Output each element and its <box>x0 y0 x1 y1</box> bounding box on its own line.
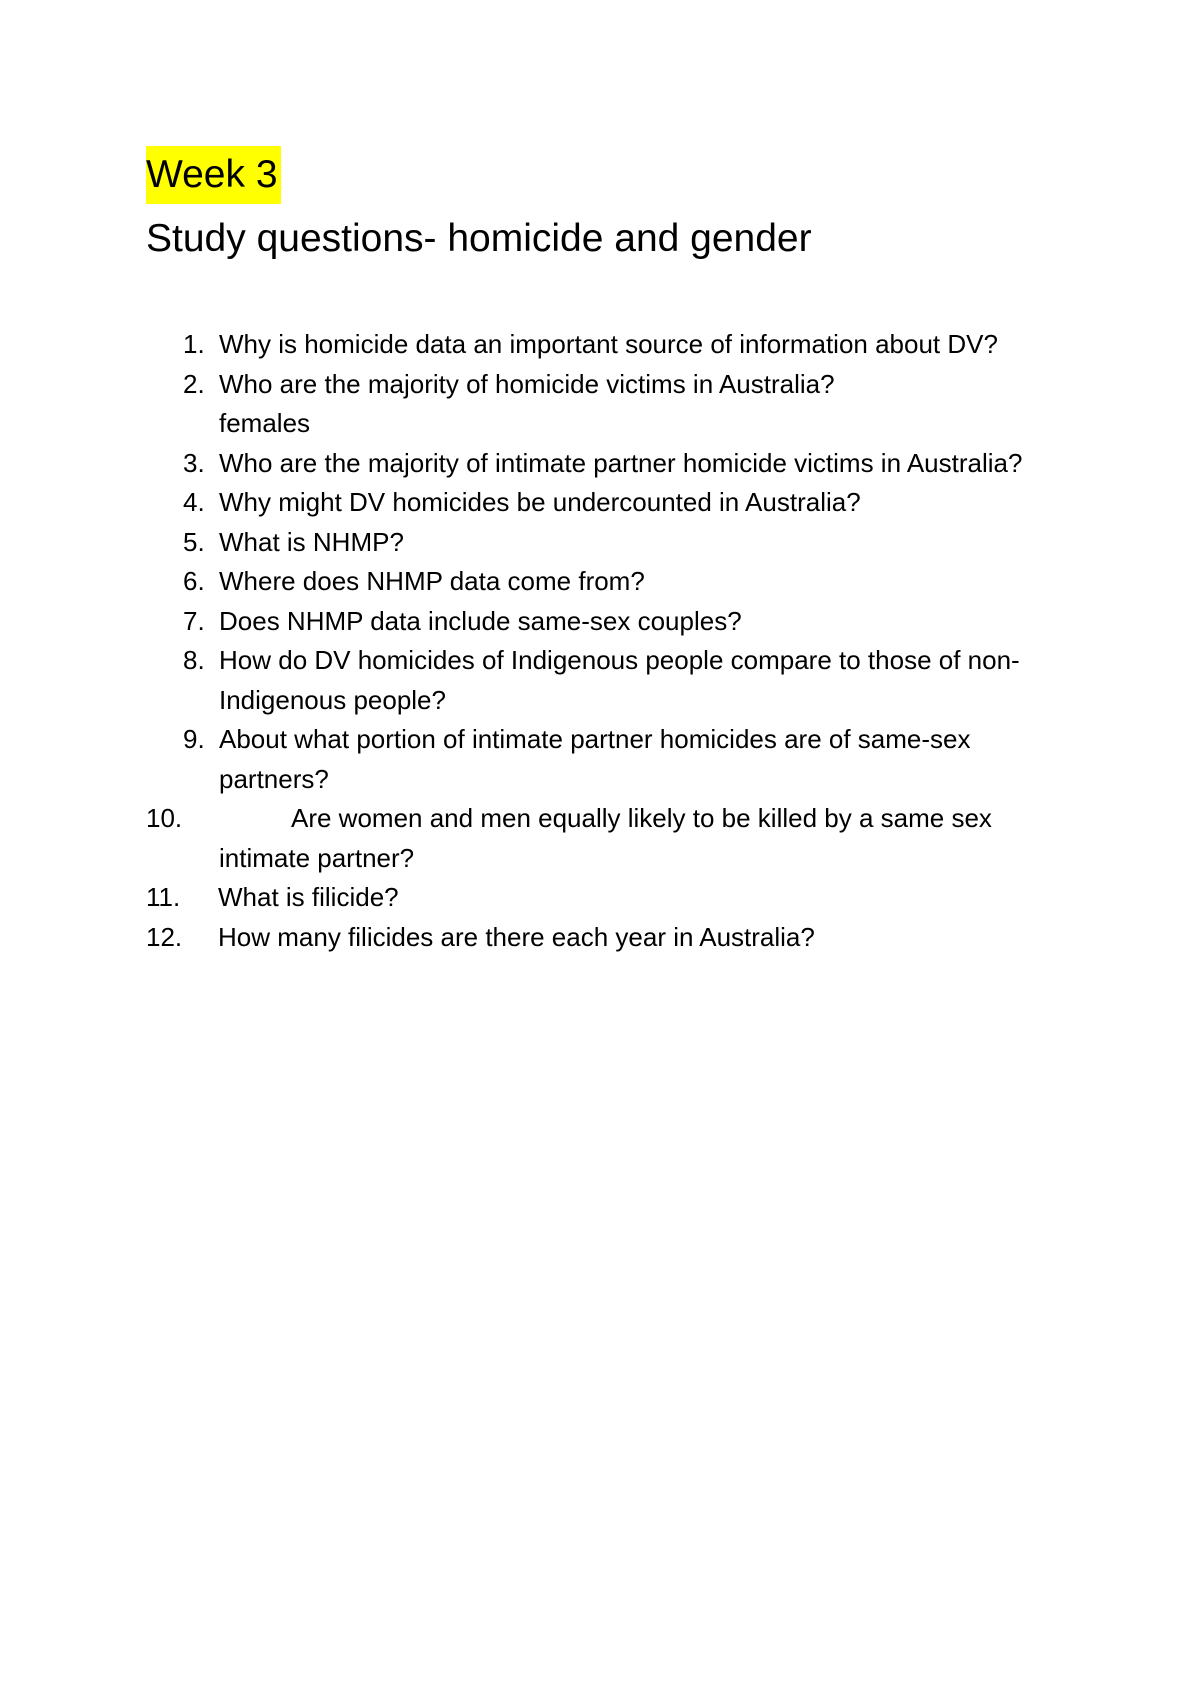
question-item-10 <box>146 799 1076 878</box>
question-item-6 <box>146 562 1076 602</box>
question-item-5 <box>146 523 1076 563</box>
question-text: Are women and men equally likely to be killed by a same sex intimate partner? <box>219 803 992 873</box>
question-text: How many filicides are there each year in Australia? <box>218 921 815 952</box>
question-number: 1. <box>183 329 205 359</box>
question-number: 12. <box>146 921 183 952</box>
question-text: Where does NHMP data come from? <box>219 566 645 596</box>
question-text: What is filicide? <box>218 882 399 912</box>
question-number: 8. <box>183 645 205 675</box>
week-label-highlight: Week 3 <box>146 146 281 204</box>
question-item-2 <box>146 365 1076 444</box>
question-item-11 <box>146 878 1076 918</box>
question-number: 7. <box>183 605 205 636</box>
question-text: Who are the majority of intimate partner homicide victims in Australia? <box>219 447 1023 478</box>
question-number: 5. <box>183 526 205 557</box>
question-text: Who are the majority of homicide victims in Australia? <box>219 368 835 399</box>
question-number: 3. <box>183 447 205 478</box>
question-number: 4. <box>183 487 205 517</box>
week-heading <box>146 146 281 204</box>
question-item-9 <box>146 720 1076 799</box>
question-number: 11. <box>146 882 181 912</box>
question-text: About what portion of intimate partner homicides are of same-sex partners? <box>219 724 971 794</box>
question-item-12 <box>146 918 1076 958</box>
document-title: Study questions- homicide and gender <box>146 217 812 260</box>
question-list <box>146 325 1076 957</box>
question-item-8 <box>146 641 1076 720</box>
question-number: 6. <box>183 566 205 596</box>
question-text: How do DV homicides of Indigenous people compare to those of non-Indigenous people? <box>219 645 1020 715</box>
question-item-3 <box>146 444 1076 484</box>
question-item-4 <box>146 483 1076 523</box>
question-item-7 <box>146 602 1076 642</box>
question-text: Does NHMP data include same-sex couples? <box>219 605 742 636</box>
question-text: Why might DV homicides be undercounted in Australia? <box>219 487 861 517</box>
answer-text: females <box>219 408 311 438</box>
question-number: 9. <box>183 724 205 754</box>
question-text: What is NHMP? <box>219 526 404 557</box>
question-text: Why is homicide data an important source of information about DV? <box>219 329 998 359</box>
question-number: 10. <box>146 803 183 833</box>
question-number: 2. <box>183 368 205 399</box>
question-item-1 <box>146 325 1076 365</box>
